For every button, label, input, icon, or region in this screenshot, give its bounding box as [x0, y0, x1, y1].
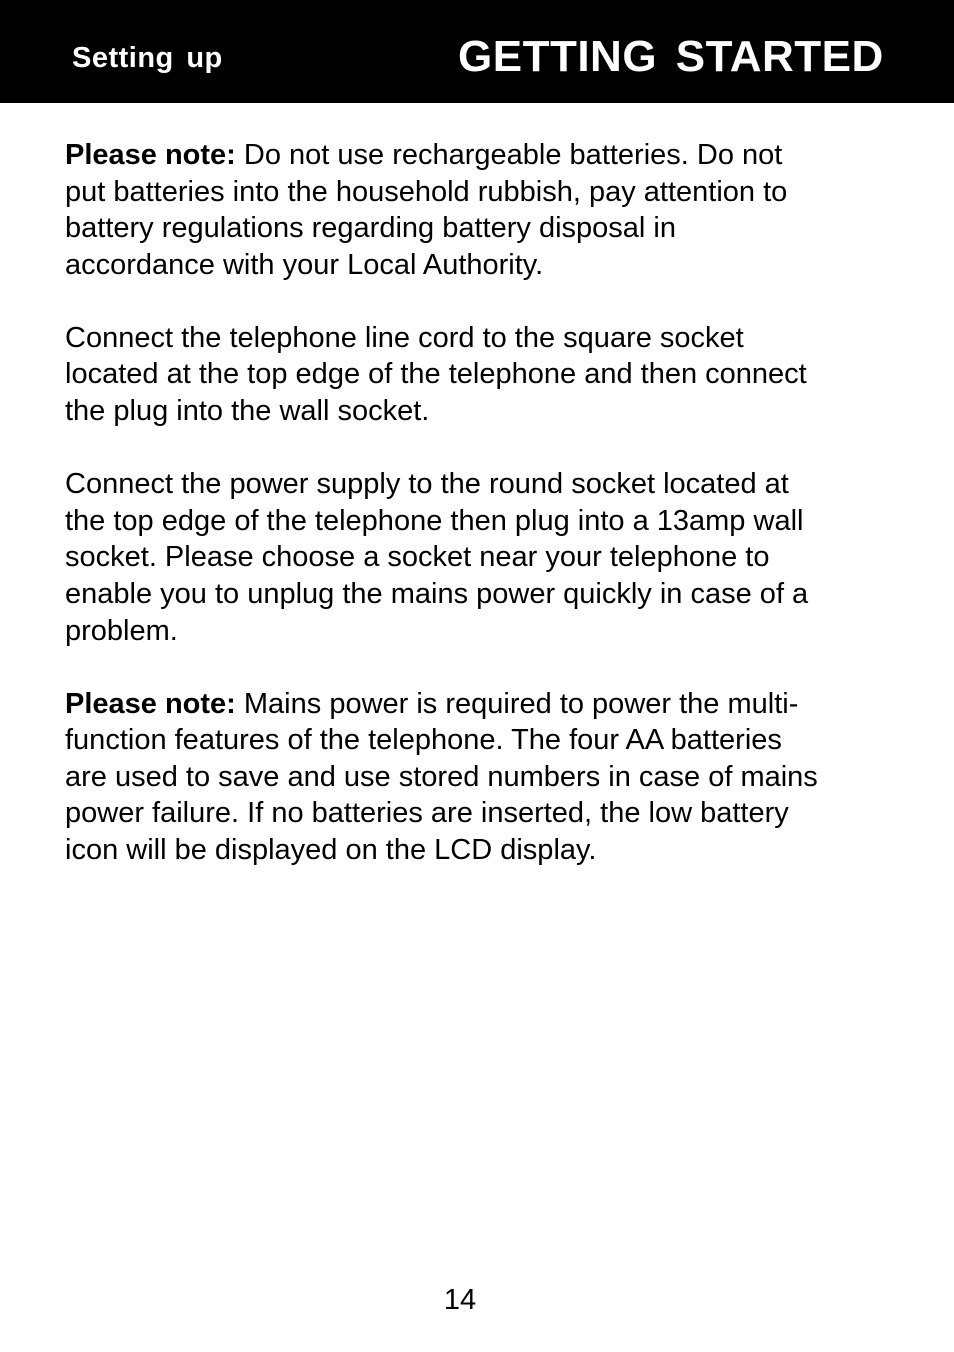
paragraph-battery-note	[65, 137, 905, 283]
note-lead: Please note:	[65, 687, 236, 720]
paragraph-text: Connect the power supply to the round socket located at the top edge of the telephone then plug into a 13amp wall socket. Please choose a socket near your telephone to enable you to unplug the mains power quickly in case of a problem.	[65, 468, 809, 647]
paragraph-text: Do not use rechargeable batteries. Do not put batteries into the household rubbish, pay attention to battery regulations regarding battery disposal in accordance with your Local Authority.	[65, 139, 788, 281]
paragraph-power-supply	[65, 466, 905, 649]
chapter-title: GETTING STARTED	[458, 32, 884, 81]
paragraph-line-cord	[65, 320, 905, 430]
page-number: 14	[443, 1284, 477, 1316]
paragraph-mains-note	[65, 686, 905, 869]
section-label: Setting up	[72, 42, 223, 74]
header-bar	[0, 0, 954, 103]
body-text	[65, 137, 905, 905]
paragraph-text: Connect the telephone line cord to the square socket located at the top edge of the telephone and then connect the plug into the wall socket.	[65, 321, 807, 428]
paragraph-text: Mains power is required to power the multi- function features of the telephone. The four AA batteries are used to save and use stored numbers in case of mains power failure. If no batteries are inserted, the low battery icon will be displayed on the LCD display.	[65, 687, 818, 866]
note-lead: Please note:	[65, 139, 236, 171]
